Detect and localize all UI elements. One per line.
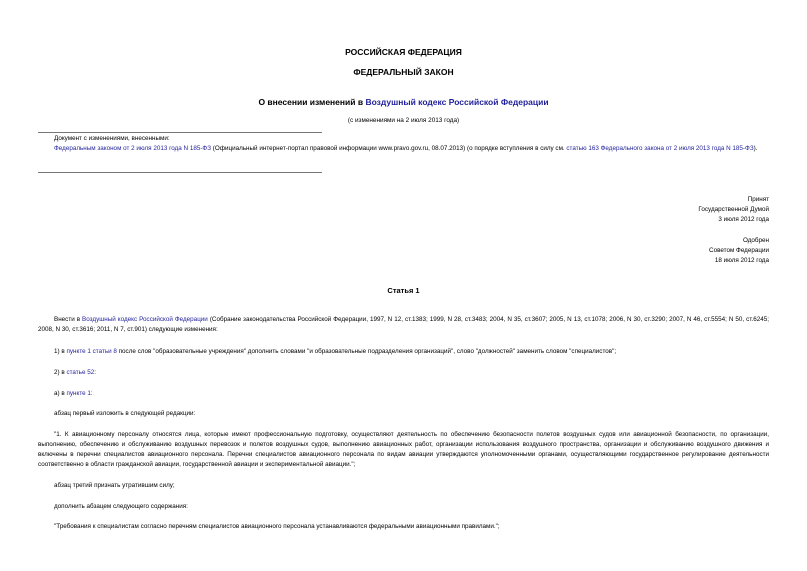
para-third-instruction: абзац третий признать утратившим силу;: [54, 482, 175, 489]
note-article-link[interactable]: статью 163 Федерального закона от 2 июля 2013 года N 185-ФЗ: [566, 145, 754, 152]
accepted-label: Принят: [747, 196, 769, 203]
item1-text: после слов "образовательные учреждения" дополнить словами "и образовательные подразделения организаций", слово "должностей" заменить словом "специалистов";: [116, 348, 617, 355]
article-intro: [38, 315, 769, 335]
note-label: Документ с изменениями, внесенными:: [54, 135, 170, 142]
adoption-duma-block: [569, 195, 769, 225]
amendment-note: [38, 134, 770, 154]
item2-link[interactable]: статье 52: [66, 369, 95, 376]
federation-heading: РОССИЙСКАЯ ФЕДЕРАЦИЯ: [345, 47, 462, 57]
approved-date: 18 июля 2012 года: [714, 257, 769, 264]
article-title: Статья 1: [387, 286, 420, 295]
para-first-instruction: абзац первый изложить в следующей редакции:: [54, 410, 196, 417]
item2-prefix: 2) в: [54, 369, 67, 376]
note-law-link[interactable]: Федеральным законом от 2 июля 2013 года N 185-ФЗ: [54, 145, 212, 152]
law-type-heading: ФЕДЕРАЛЬНЫЙ ЗАКОН: [353, 67, 454, 77]
quoted-paragraph: "1. К авиационному персоналу относятся лица, которые имеют профессиональную подготовку, осуществляют деятельность по обеспечению безопасности полетов воздушных судов или авиационной безопасности, по организации, выполнению, обеспечению и обслуживанию воздушных перевозок и полетов воздушных судов, выполнению авиационных работ, организации использования воздушного пространства, организации и обслуживанию воздушного движения и включены в перечни специалистов авиационного персонала. Перечни специалистов авиационного персонала по видам авиации утверждаются уполномоченными органами, осуществляющими государственное регулирование деятельности соответственно в области гражданской авиации, государственной авиации и экспериментальной авиации.";: [38, 431, 769, 468]
item-2a: [38, 389, 769, 399]
item1-link[interactable]: пункте 1 статьи 8: [66, 348, 117, 355]
para-add-instruction: дополнить абзацем следующего содержания:: [54, 503, 188, 510]
document-title: [0, 97, 807, 107]
note-body: [38, 144, 770, 154]
title-prefix: О внесении изменений в: [258, 97, 366, 107]
item2a-link[interactable]: пункте 1: [66, 390, 91, 397]
intro-text: (Собрание законодательства Российской Федерации, 1997, N 12, ст.1383; 1999, N 28, ст.3483; 2004, N 35, ст.3607; 2005, N 13, ст.1078; 2006, N 30, ст.3290; 2007, N 46, ст.5554; N 50, ст.6245; 2008, N 30, ст.3616; 2011, N 7, ст.901) следующие изменения:: [38, 316, 770, 333]
adoption-council-block: [569, 236, 769, 266]
item2a-prefix: а) в: [54, 390, 67, 397]
note-text1: (Официальный интернет-портал правовой информации www.pravo.gov.ru, 08.07.2013) (о порядке вступления в силу см.: [211, 145, 567, 152]
intro-code-link[interactable]: Воздушный кодекс Российской Федерации: [82, 316, 208, 323]
quoted-requirement: "Требования к специалистам согласно перечням специалистов авиационного персонала устанавливаются федеральными авиационными правилами.";: [54, 523, 500, 530]
item2-text: :: [94, 369, 96, 376]
accepted-by: Государственной Думой: [698, 206, 769, 213]
item-1: [38, 347, 769, 357]
item-2: [38, 368, 769, 378]
note-text2: ).: [753, 145, 758, 152]
item1-prefix: 1) в: [54, 348, 67, 355]
title-code-link[interactable]: Воздушный кодекс Российской Федерации: [365, 97, 549, 107]
approved-label: Одобрен: [742, 237, 769, 244]
intro-prefix: Внести в: [54, 316, 83, 323]
note-bottom-divider: [38, 172, 322, 173]
accepted-date: 3 июля 2012 года: [718, 216, 769, 223]
approved-by: Советом Федерации: [709, 247, 769, 254]
document-subtitle: (с изменениями на 2 июля 2013 года): [347, 117, 460, 124]
note-top-divider: [38, 132, 322, 133]
item2a-text: :: [90, 390, 93, 397]
